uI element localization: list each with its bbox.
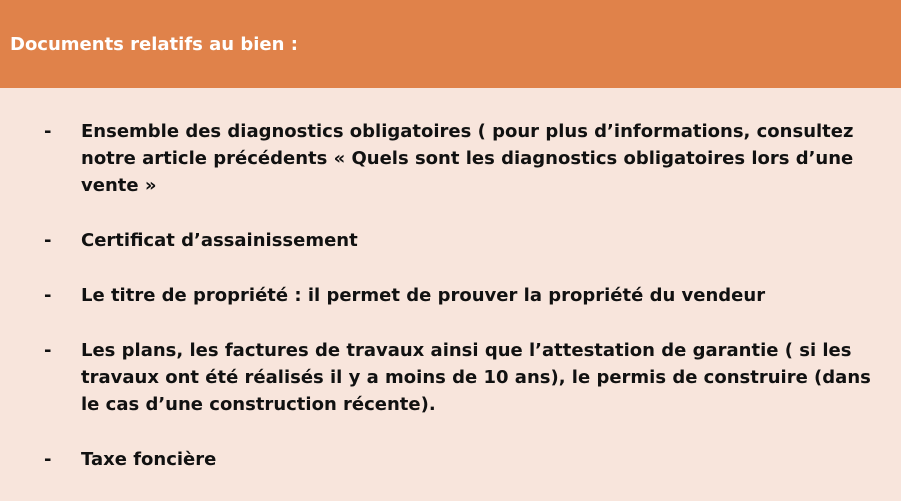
- documents-list: [0, 118, 901, 501]
- list-marker: -: [44, 449, 52, 470]
- list-marker: -: [44, 285, 52, 306]
- list-item-text: Taxe foncière: [81, 449, 217, 470]
- list-item: [0, 118, 901, 199]
- list-marker: -: [44, 121, 52, 142]
- list-item: [0, 227, 901, 254]
- list-marker: -: [44, 230, 52, 251]
- list-item-text: Les plans, les factures de travaux ainsi que l’attestation de garantie ( si les travaux ont été réalisés il y a moins de 10 ans), le permis de construire (dans le cas d’une construction récente).: [81, 340, 871, 415]
- section-title: Documents relatifs au bien :: [10, 33, 298, 55]
- list-item: [0, 446, 901, 473]
- section-header: [0, 0, 901, 88]
- list-item-text: Certificat d’assainissement: [81, 230, 358, 251]
- list-item: [0, 282, 901, 309]
- list-item-text: Ensemble des diagnostics obligatoires ( pour plus d’informations, consultez notre article précédents « Quels sont les diagnostics obligatoires lors d’une vente »: [81, 121, 854, 196]
- list-item-text: Le titre de propriété : il permet de prouver la propriété du vendeur: [81, 285, 766, 306]
- list-item: [0, 337, 901, 418]
- list-marker: -: [44, 340, 52, 361]
